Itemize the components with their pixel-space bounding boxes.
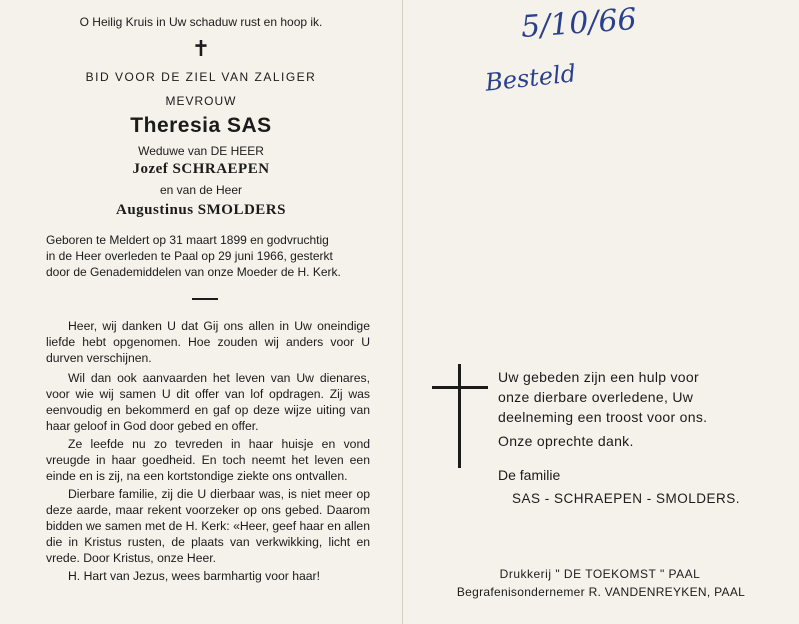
paragraph: Dierbare familie, zij die U dierbaar was, is niet meer op deze aarde, maar rekent voorzeker op ons gebed. Daarom bidden we samen met de H. Kerk: «Heer, geef haar en allen die in Kristus rusten, de plaats van verkwikking, licht en vrede. Door Kristus, onze Heer. xyxy=(46,487,370,565)
paragraph: H. Hart van Jezus, wees barmhartig voor haar! xyxy=(68,569,320,583)
husband1: Jozef SCHRAEPEN xyxy=(132,161,270,177)
and-of: en van de Heer xyxy=(159,183,243,197)
paragraph: Wil dan ook aanvaarden het leven van Uw dienares, voor wie wij samen U dit offer van lof opdragen. Zij was eenvoudig en bekommerd en gaf op deze wijze uiting van haar geloof in God door gebed en offer. xyxy=(46,371,370,433)
family-names: SAS - SCHRAEPEN - SMOLDERS. xyxy=(512,491,741,506)
right-page xyxy=(403,0,799,624)
husband2: Augustinus SMOLDERS xyxy=(116,202,286,218)
handwritten-note: Besteld xyxy=(483,59,578,97)
cross-icon: ✝ xyxy=(191,36,211,61)
prayer-line: BID VOOR DE ZIEL VAN ZALIGER xyxy=(85,70,317,84)
paragraph: Ze leefde nu zo tevreden in haar huisje en vond vreugde in haar goedheid. En toch neemt het leven een einde en is zij, na een kortstondige ziekte ons ontvallen. xyxy=(46,437,370,483)
family-label: De familie xyxy=(498,467,561,483)
birth-line: Geboren te Meldert op 31 maart 1899 en godvruchtig xyxy=(46,233,329,247)
paragraph: Heer, wij danken U dat Gij ons allen in Uw oneindige liefde hebt opgenomen. Hoe zouden wij anders voor U durven verschijnen. xyxy=(46,319,370,365)
printer-line: Drukkerij " DE TOEKOMST " PAAL xyxy=(499,567,701,581)
birth-text xyxy=(46,232,370,280)
divider xyxy=(192,298,218,300)
title-line: MEVROUW xyxy=(165,94,237,108)
birth-line: door de Genademiddelen van onze Moeder de H. Kerk. xyxy=(46,265,341,279)
deceased-name: Theresia SAS xyxy=(130,114,272,137)
birth-line: in de Heer overleden te Paal op 29 juni 1966, gesterkt xyxy=(46,249,333,263)
widow-of: Weduwe van DE HEER xyxy=(138,144,264,158)
thanks-line: Onze oprechte dank. xyxy=(498,433,634,449)
handwritten-date: 5/10/66 xyxy=(519,2,638,45)
thanks-line: Uw gebeden zijn een hulp voor xyxy=(498,369,699,385)
verse: O Heilig Kruis in Uw schaduw rust en hoop ik. xyxy=(79,15,323,29)
prayer-text xyxy=(46,318,370,584)
undertaker-line: Begrafenisondernemer R. VANDENREYKEN, PAAL xyxy=(456,585,746,599)
thanks-line: onze dierbare overledene, Uw xyxy=(498,389,694,405)
thanks-line: deelneming een troost voor ons. xyxy=(498,409,708,425)
